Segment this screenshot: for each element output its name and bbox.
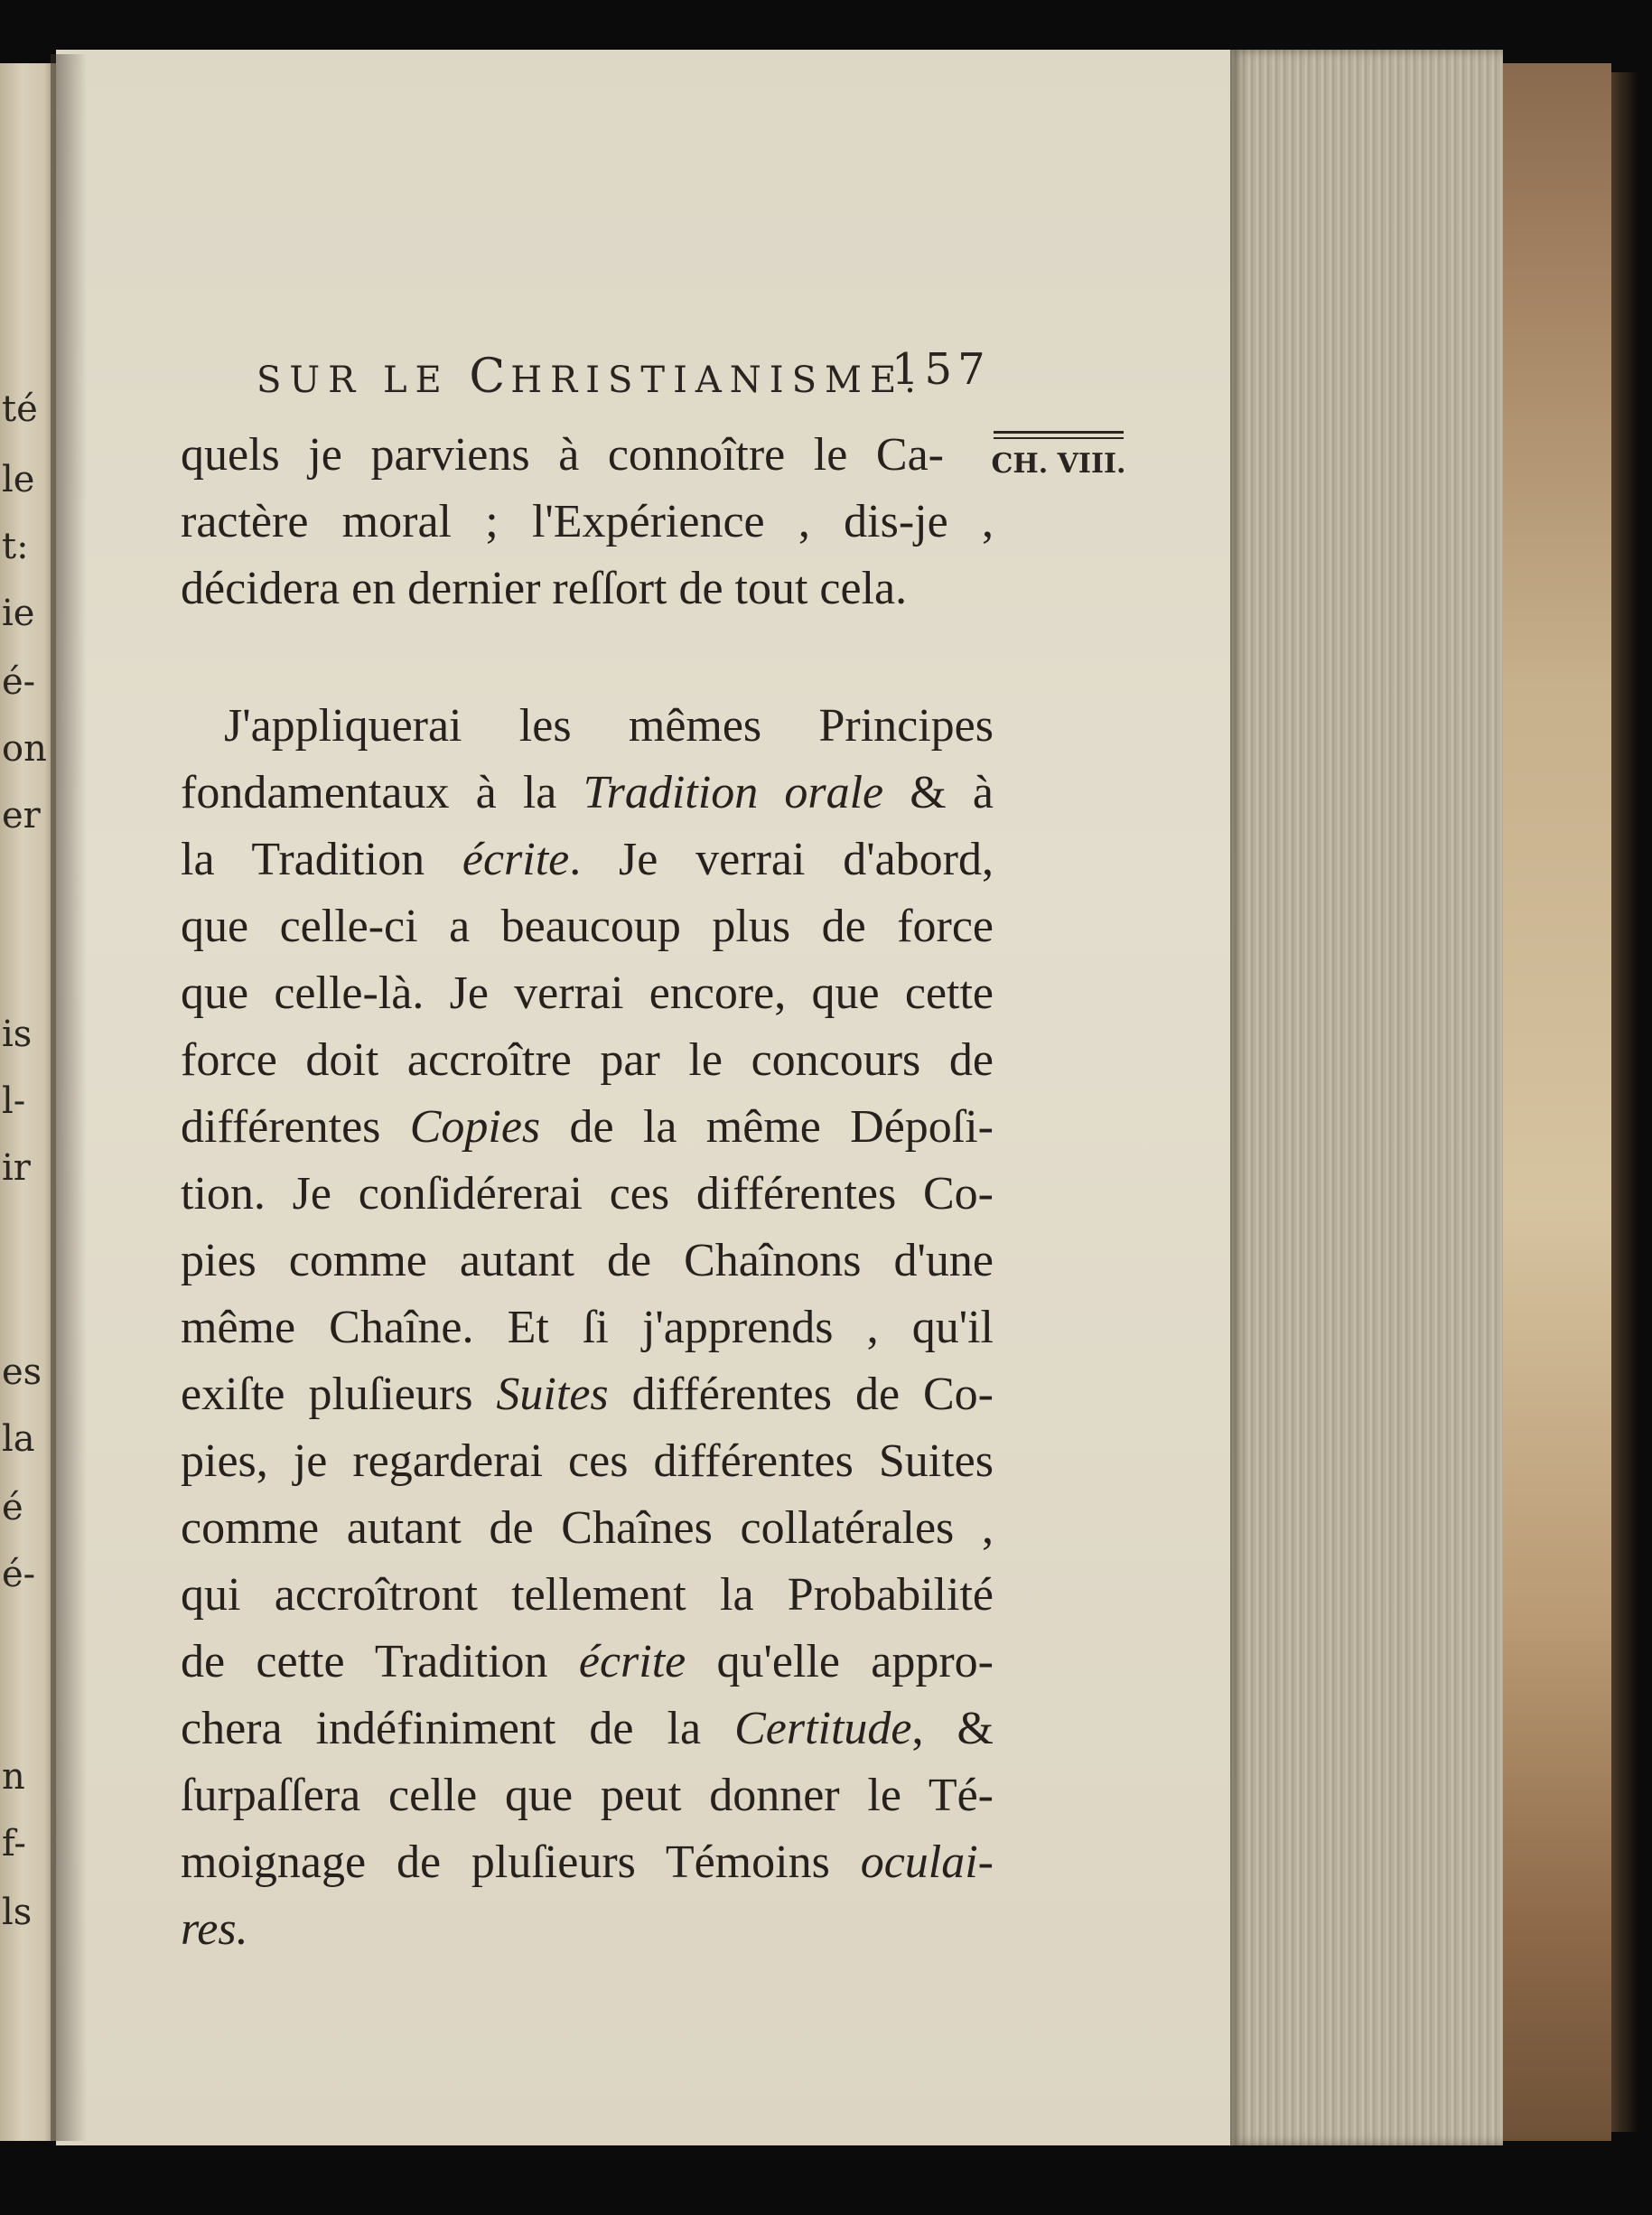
left-page-fragment: le (2, 459, 35, 500)
left-facing-page (0, 63, 56, 2141)
text-line: quels je parviens à connoître le Ca- (181, 429, 944, 481)
text-line (181, 1094, 994, 1161)
text-line: que celle-là. Je verrai encore, que cette (181, 967, 994, 1019)
italic-run: Suites (496, 1369, 609, 1420)
italic-run: écrite (462, 834, 570, 885)
text-line: pies, je regarderai ces différentes Suites (181, 1435, 994, 1487)
left-page-fragment: t: (2, 526, 29, 567)
left-page-fragment: é (2, 1487, 23, 1528)
italic-run: oculai- (860, 1836, 994, 1888)
italic-run: Certitude (734, 1703, 912, 1754)
text-line: ſurpaſſera celle que peut donner le Té- (181, 1770, 994, 1821)
text-run: , & (911, 1703, 994, 1754)
text-run: différentes (181, 1101, 410, 1153)
paragraph-1 (181, 422, 994, 622)
text-run: moignage de pluſieurs Témoins (181, 1836, 861, 1888)
text-run: de cette Tradition (181, 1636, 579, 1687)
text-line: même Chaîne. Et ſi j'apprends , qu'il (181, 1302, 994, 1353)
text-run: différentes de Co- (608, 1369, 994, 1420)
left-page-fragment: n (2, 1756, 25, 1798)
left-page-fragment: é- (2, 661, 36, 703)
cover-shadow (1611, 72, 1638, 2132)
left-page-fragment: la (2, 1418, 35, 1460)
italic-run: Tradition orale (583, 767, 884, 818)
text-line: qui accroîtront tellement la Probabilité (181, 1569, 994, 1621)
text-run: fondamentaux à la (181, 767, 583, 818)
right-page (56, 50, 1230, 2145)
text-line: force doit accroître par le concours de (181, 1034, 994, 1086)
text-line (181, 827, 994, 893)
page-edges (1230, 50, 1503, 2145)
text-run: la Tradition (181, 834, 462, 885)
text-run: . Je verrai d'abord, (569, 834, 994, 885)
italic-run: Copies (409, 1101, 541, 1153)
text-line (181, 760, 994, 827)
left-page-fragment: er (2, 795, 41, 836)
text-line: J'appliquerai les mêmes Principes (224, 700, 994, 752)
leather-cover (1503, 63, 1611, 2141)
text-line (181, 1696, 994, 1762)
running-head-initial: C (469, 350, 511, 404)
left-page-fragment: f- (2, 1823, 26, 1865)
left-page-fragment: is (2, 1014, 33, 1055)
text-run: exiſte pluſieurs (181, 1369, 497, 1420)
left-page-fragment: ir (2, 1147, 31, 1189)
text-run: & à (883, 767, 994, 818)
left-page-fragment: ie (2, 593, 35, 634)
italic-run: écrite (578, 1636, 686, 1687)
gutter-shadow (51, 54, 87, 2141)
text-line: pies comme autant de Chaînons d'une (181, 1235, 994, 1286)
left-page-fragment: l- (2, 1080, 26, 1122)
text-line: que celle-ci a beaucoup plus de force (181, 901, 994, 952)
running-head-part2: HRISTIANISME. (510, 360, 924, 401)
text-line: ractère moral ; l'Expérience , dis-je , (181, 496, 994, 547)
left-page-fragment: on (2, 728, 47, 770)
page-number: 157 (891, 344, 991, 395)
left-page-fragment: es (2, 1351, 42, 1393)
running-head-part1: SUR LE (257, 360, 470, 401)
text-line: décidera en dernier reſſort de tout cela. (181, 563, 908, 614)
text-run: chera indéfiniment de la (181, 1703, 735, 1754)
text-line (181, 1361, 994, 1428)
text-line (181, 1829, 994, 1896)
chapter-label: CH. VIII. (991, 448, 1126, 480)
text-line: tion. Je conſidérerai ces différentes Co- (181, 1168, 994, 1220)
left-page-fragment: ls (2, 1892, 33, 1933)
left-page-fragment: té (2, 388, 38, 430)
text-line (181, 1629, 994, 1696)
chapter-rule (994, 437, 1124, 439)
text-line: res. (181, 1903, 248, 1955)
text-run: qu'elle appro- (686, 1636, 994, 1687)
left-page-fragment: é- (2, 1554, 36, 1595)
text-run: de la même Dépoſi- (540, 1101, 994, 1153)
running-head (257, 350, 979, 404)
text-line: comme autant de Chaînes collatérales , (181, 1502, 994, 1554)
chapter-rule (994, 431, 1124, 434)
paragraph-2 (181, 693, 994, 1963)
chapter-marker (986, 431, 1131, 480)
